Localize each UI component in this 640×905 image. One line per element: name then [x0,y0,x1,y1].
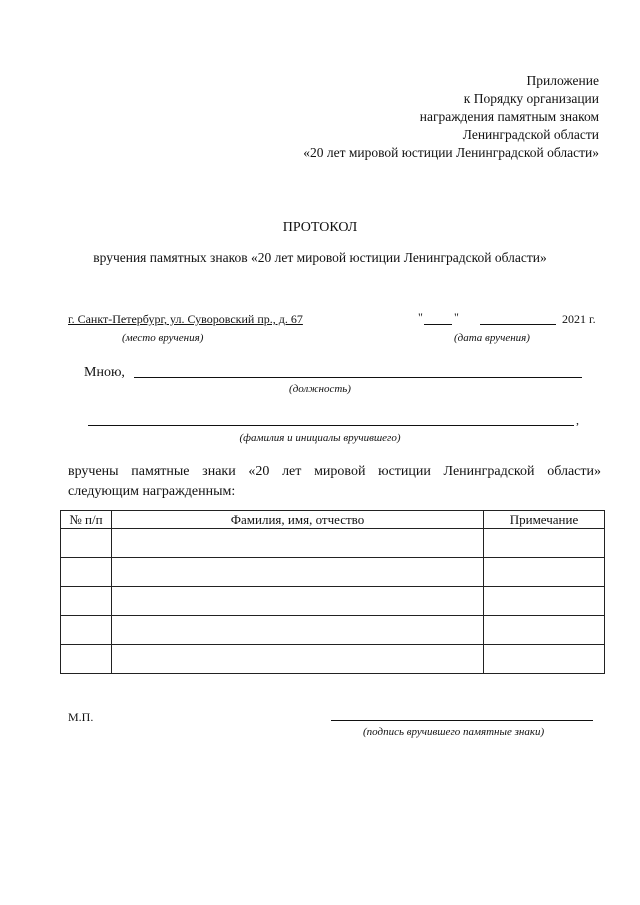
document-title: ПРОТОКОЛ [282,220,358,235]
position-caption: (должность) [289,383,351,395]
appendix-line: к Порядку организации [463,91,599,106]
name-comma: , [576,413,579,427]
table-header-row [61,511,605,529]
position-field[interactable] [134,377,582,378]
appendix-header [303,72,599,162]
awards-table-body [61,529,605,674]
cell-number[interactable] [61,587,112,616]
date-quote-close: " [454,310,459,324]
cell-fullname[interactable] [112,587,484,616]
col-header-fullname: Фамилия, имя, отчество [112,511,484,529]
cell-note[interactable] [484,587,605,616]
date-quote-open: " [418,310,423,324]
name-caption: (фамилия и инициалы вручившего) [239,432,401,444]
awarded-text: вручены памятные знаки «20 лет мировой юстиции Ленинградской области» следующим награжденным: [68,464,601,499]
cell-note[interactable] [484,645,605,674]
cell-fullname[interactable] [112,616,484,645]
date-day-field[interactable] [424,324,452,325]
table-row [61,529,605,558]
cell-fullname[interactable] [112,529,484,558]
awards-table [60,510,605,674]
date-caption: (дата вручения) [454,332,530,344]
col-header-number: № п/п [61,511,112,529]
date-month-field[interactable] [480,324,556,325]
appendix-line: Приложение [526,73,599,88]
table-row [61,558,605,587]
place-value: г. Санкт-Петербург, ул. Суворовский пр., д. 67 [68,312,303,326]
cell-number[interactable] [61,645,112,674]
col-header-note: Примечание [484,511,605,529]
by-me-label: Мною, [84,365,125,380]
cell-fullname[interactable] [112,558,484,587]
date-year: 2021 г. [562,312,596,326]
table-row [61,587,605,616]
cell-note[interactable] [484,529,605,558]
seal-label: М.П. [68,710,94,724]
document-subtitle: вручения памятных знаков «20 лет мировой юстиции Ленинградской области» [93,250,547,265]
cell-note[interactable] [484,558,605,587]
signature-field[interactable] [331,720,593,721]
signature-caption: (подпись вручившего памятные знаки) [363,726,545,738]
cell-number[interactable] [61,558,112,587]
appendix-line: Ленинградской области [462,127,599,142]
cell-number[interactable] [61,616,112,645]
cell-fullname[interactable] [112,645,484,674]
name-field[interactable] [88,425,574,426]
cell-number[interactable] [61,529,112,558]
table-row [61,645,605,674]
appendix-line: «20 лет мировой юстиции Ленинградской области» [303,145,599,160]
appendix-line: награждения памятным знаком [419,109,599,124]
table-row [61,616,605,645]
place-caption: (место вручения) [122,332,204,344]
cell-note[interactable] [484,616,605,645]
